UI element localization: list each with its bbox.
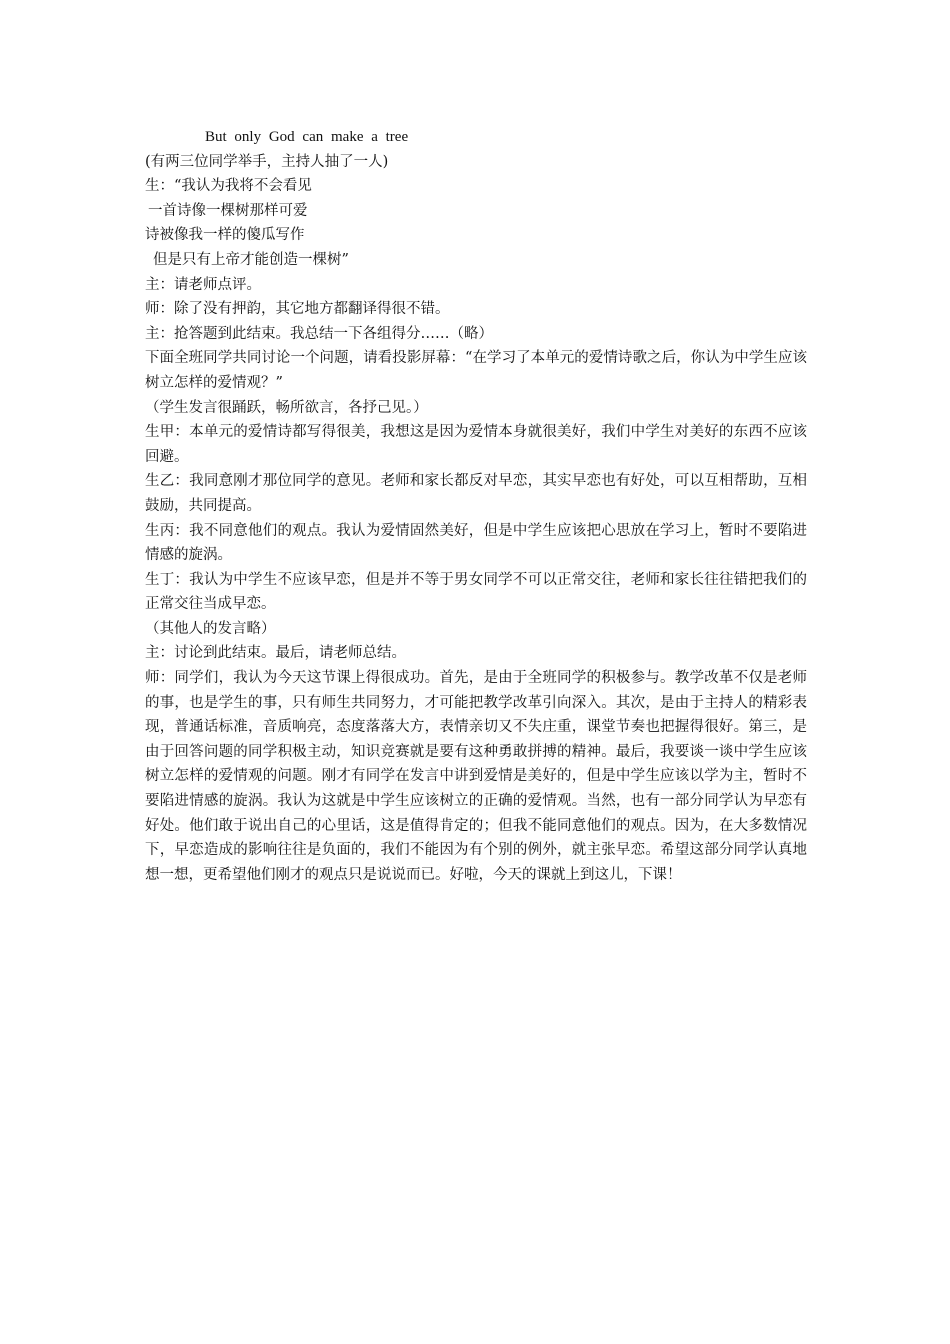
stage-direction-discussion: （学生发言很踊跃，畅所欲言，各抒己见。） xyxy=(145,399,428,416)
host-closing: 主：讨论到此结束。最后，请老师总结。 xyxy=(145,645,406,662)
student-translation-line-3: 诗被像我一样的傻瓜写作 xyxy=(145,227,305,244)
teacher-comment: 师：除了没有押韵，其它地方都翻译得很不错。 xyxy=(145,301,450,318)
student-a-remark: 生甲：本单元的爱情诗都写得很美，我想这是因为爱情本身就很美好，我们中学生对美好的东西不应该回避。 xyxy=(145,424,807,465)
student-d-remark: 生丁：我认为中学生不应该早恋，但是并不等于男女同学不可以正常交往，老师和家长往往错把我们的正常交往当成早恋。 xyxy=(145,571,807,613)
document-body xyxy=(145,125,807,887)
host-quiz-summary: 主：抢答题到此结束。我总结一下各组得分……（略） xyxy=(145,325,493,342)
poem-english-line: But only God can make a tree xyxy=(205,129,409,145)
student-b-remark: 生乙：我同意刚才那位同学的意见。老师和家长都反对早恋，其实早恋也有好处，可以互相帮助，互相鼓励，共同提高。 xyxy=(145,473,807,514)
student-c-remark: 生丙：我不同意他们的观点。我认为爱情固然美好，但是中学生应该把心思放在学习上，暂时不要陷进情感的旋涡。 xyxy=(145,522,807,564)
stage-direction-raise-hands: (有两三位同学举手，主持人抽了一人) xyxy=(145,153,389,170)
teacher-summary: 师：同学们，我认为今天这节课上得很成功。首先，是由于全班同学的积极参与。教学改革不仅是老师的事，也是学生的事，只有师生共同努力，才可能把教学改革引向深入。其次，是由于主持人的精彩表现，普通话标准，音质响亮，态度落落大方，表情亲切又不失庄重，课堂节奏也把握得很好。第三，是由于回答问题的同学积极主动，知识竞赛就是要有这种勇敢拼搏的精神。最后，我要谈一谈中学生应该树立怎样的爱情观的问题。刚才有同学在发言中讲到爱情是美好的，但是中学生应该以学为主，暂时不要陷进情感的旋涡。我认为这就是中学生应该树立的正确的爱情观。当然，也有一部分同学认为早恋有好处。他们敢于说出自己的心里话，这是值得肯定的；但我不能同意他们的观点。因为，在大多数情况下，早恋造成的影响往往是负面的，我们不能因为有个别的例外，就主张早恋。希望这部分同学认真地想一想，更希望他们刚才的观点只是说说而已。好啦，今天的课就上到这儿，下课！ xyxy=(145,670,807,883)
discussion-intro: 下面全班同学共同讨论一个问题，请看投影屏幕：“在学习了本单元的爱情诗歌之后，你认为中学生应该树立怎样的爱情观？” xyxy=(145,350,807,391)
host-request-comment: 主：请老师点评。 xyxy=(145,276,261,293)
student-translation-line-4: 但是只有上帝才能创造一棵树” xyxy=(153,251,349,268)
stage-direction-others: （其他人的发言略） xyxy=(145,620,276,637)
student-translation-line-1: 生：“我认为我将不会看见 xyxy=(145,178,312,195)
student-translation-line-2: 一首诗像一棵树那样可爱 xyxy=(148,202,308,219)
